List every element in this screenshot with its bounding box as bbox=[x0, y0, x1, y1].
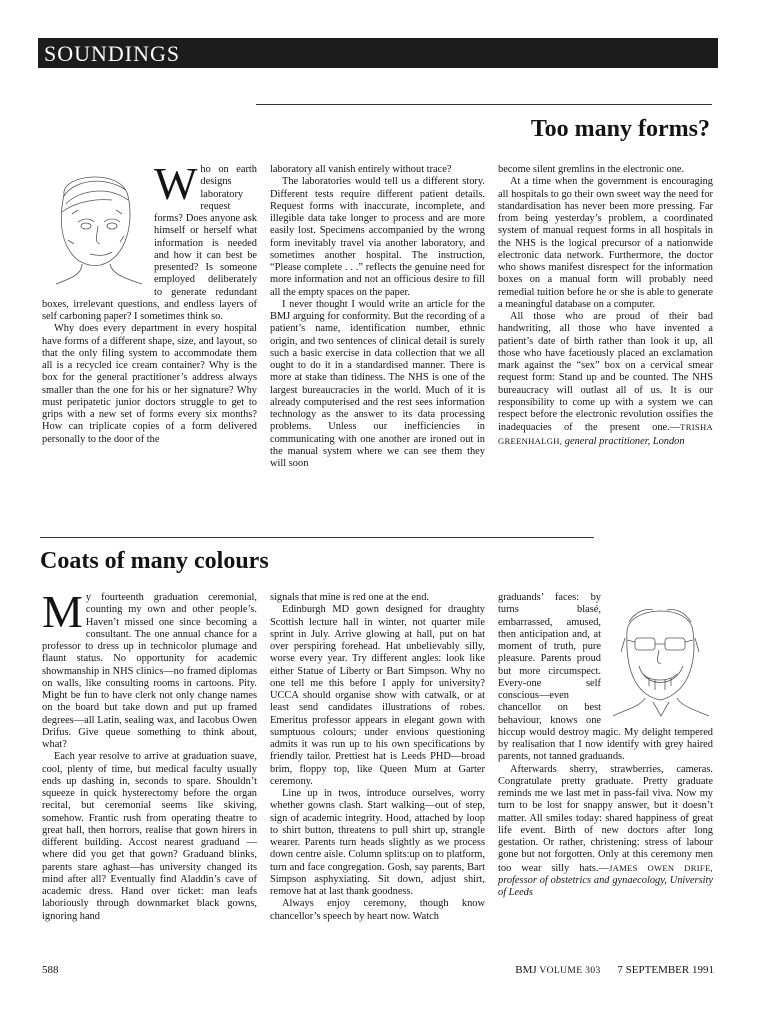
paragraph: The laboratories would tell us a different story. Different tests require different patient details. Request forms with inaccurate, incomplete, and illegible data take longer to process and are more easily lost. Specimens accompanied by the wrong form inevitably travel via another laboratory, and sometimes another hospital. The instruction, “Please complete . . .” reflects the genuine need for more information and not an officious desire to fill all the empty spaces on the paper. bbox=[270, 176, 485, 298]
page-number: 588 bbox=[42, 964, 59, 976]
journal-volume: VOLUME 303 bbox=[539, 966, 601, 976]
paragraph: Edinburgh MD gown designed for draughty Scottish lecture hall in winter, not quarter mile sprint in July. Arrive glowing at hall, put on hat over perspiring forehead. Hat unbelievably silly, worse every year. Try different angles: look like either Statue of Liberty or Bart Simpson. Why no one tell me this before I apply for university? UCCA should organise show with catwalk, or at least send candidates illustrations of robes. Emeritus professor appears in elegant gown with sumptuous colours; under envious questioning admits it was run up to his own specifications by friendly tailor. Prettiest hat is Leeds PHD—broad brim, floppy top, like Queen Mum at Garter ceremony. bbox=[270, 604, 485, 787]
author-portrait bbox=[605, 592, 713, 718]
paragraph: Line up in twos, introduce ourselves, worry whether gowns clash. Start walking—out of step, sign of academic integrity. Hood, attached by loop to shirt button, threatens to pull shirt up, strangle wearer. Parents turn heads slightly as we process down centre aisle. Column splits:up on to platform, turn and face congregation. Gosh, say parents, Bart Simpson asphyxiating. Sit down, adjust shirt, remove hat at last thank goodness. bbox=[270, 788, 485, 897]
article1-column-2 bbox=[270, 164, 485, 470]
paragraph: At a time when the government is encouraging all hospitals to go their own sweet way the need for standardisation has never been more pressing. Far from being yesterday’s problem, a coordinated system of manual request forms in all hospitals in the NHS is the logical precursor of a nationwide electronic data network. Furthermore, the doctor who shows manifest disrespect for the information boxes on a manual form will probably need remedial tuition before he or she is able to generate a meaningful database on a computer. bbox=[498, 176, 713, 310]
paragraph: ho on earth designs laboratory request forms? Does anyone ask himself or herself what information is needed and how it can best be presented? Is someone employed deliberately to generate redundant boxes, irrelevant questions, and endless layers of self carboning paper? I sometimes think so. bbox=[42, 164, 257, 322]
paragraph: signals that mine is red one at the end. bbox=[270, 592, 429, 603]
journal-info bbox=[515, 964, 714, 976]
article1-title: Too many forms? bbox=[530, 116, 710, 142]
author-role: professor of obstetrics and gynaecology, University of Leeds bbox=[498, 874, 713, 898]
paragraph: become silent gremlins in the electronic one. bbox=[498, 164, 685, 175]
article2-title: Coats of many colours bbox=[40, 548, 269, 574]
article2-column-3: graduands’ faces: by turns blasé, embarrassed, amused, then anticipation and, at moment of truth, pure pleasure. Parents proud but more circumspect. Every-one self conscious—even chancellor on best behaviour, knows one hiccup would destroy magic. My delight tempered by realisation that I now identify with grey haired parents, not tanned graduands. Afterwards sherry, strawberries, cameras. Congratulate pretty graduate. Pretty graduate reminds me we last met in pass-fail viva. Now my turn to be lost for snappy answer, but it doesn’t matter. All smiles today: shared happiness of great life event. Birth of new doctors after long gestation. Or rather, christening: stress of labour gone but not forgotten. Only at this ceremony men too wear silly hats.—JAMES OWEN DRIFE, professor of obstetrics and gynaecology, University of Leeds bbox=[498, 592, 713, 898]
paragraph: I never thought I would write an article for the BMJ arguing for conformity. But the recording of a patient’s name, identification number, ethnic origin, and two sentences of clinical detail is surely such a basic exercise in data collection that we all ought to do it in a standardised manner. There is more at stake than tidiness. The NHS is one of the largest bureaucracies in the world. Much of it is already computerised and the rest sees information technology as the answer to its data processing problems. Unless our inefficiencies in communicating with one another are ironed out in the manual system where we can see them they will soon bbox=[270, 298, 485, 469]
author-portrait bbox=[42, 164, 148, 286]
section-banner bbox=[38, 38, 718, 68]
section-divider bbox=[40, 537, 594, 538]
top-rule bbox=[256, 104, 712, 105]
paragraph: laboratory all vanish entirely without trace? bbox=[270, 164, 452, 175]
article1-column-3: become silent gremlins in the electronic one. At a time when the government is encouraging all hospitals to go their own sweet way the need for standardisation has never been more pressing. Far from being yesterday’s problem, a coordinated system of manual request forms in all hospitals in the NHS is the logical precursor of a nationwide electronic data network. Furthermore, the doctor who shows manifest disrespect for the information boxes on a manual form will probably need remedial tuition before he or she is able to generate a meaningful database on a computer. All those who are proud of their bad handwriting, all those who have invented a patient’s date of birth rather than look it up, all those who have facetiously placed an exclamation mark against the “sex” box on a cervical smear request form: Stand up and be counted. The NHS bureaucracy will outlast all of us. It is our responsibility to come up with a system we can respect before the electronic revolution ossifies the inadequacies of the present one.—TRISHA GREENHALGH, general practitioner, London bbox=[498, 164, 713, 447]
journal-name: BMJ bbox=[515, 964, 537, 976]
dropcap: W bbox=[154, 158, 198, 209]
author-name: TRISHA GREENHALGH, bbox=[498, 422, 713, 446]
article2-column-1 bbox=[42, 586, 257, 923]
paragraph: Afterwards sherry, strawberries, cameras. Congratulate pretty graduate. Pretty graduate reminds me we last met in pass-fail viva. Now my turn to be lost for snappy answer, but it doesn’t matter. All smiles today: shared happiness of great life event. Birth of new doctors after long gestation. Or rather, christening: stress of labour gone but not forgotten. Only at this ceremony men too wear silly hats. bbox=[498, 763, 713, 874]
section-title: SOUNDINGS bbox=[44, 41, 181, 66]
paragraph: y fourteenth graduation ceremonial, counting my own and other people’s. Haven’t missed one since becoming a consultant. The one annual chance for a professor to dress up in technicolor plumage and flaunt status. No opportunity for academic showmanship in NHS clinics—no framed diplomas on walls, like consulting rooms in cartoons. Pity. Might be fun to have clerk not only change names on the board but take down and put up framed degrees—all Latin, sealing wax, and Iacobus Owen Drifus. Give queue something to think about, what? bbox=[42, 592, 257, 750]
paragraph: Always enjoy ceremony, though know chancellor’s speech by heart now. Watch bbox=[270, 898, 485, 922]
author-name: JAMES OWEN DRIFE, bbox=[608, 862, 713, 873]
author-role: general practitioner, London bbox=[564, 435, 685, 447]
dropcap: M bbox=[42, 586, 83, 637]
paragraph: graduands’ faces: by turns blasé, embarrassed, amused, then anticipation and, at moment of truth, pure pleasure. Parents proud but more circumspect. Every-one self conscious—even chancellor on best behaviour, knows one hiccup would destroy magic. My delight tempered by realisation that I now identify with grey haired parents, not tanned graduands. bbox=[498, 592, 713, 763]
paragraph: Why does every department in every hospital have forms of a different shape, size, and layout, so that the only filing system to accommodate them all is a recycled ice cream container? Why is the box for the general practitioner’s address always smaller than the one for his or her signature? Why must peripatetic junior doctors struggle to get to grips with a new set of forms every six months? How can triplicate copies of a form delivered personally to the door of the bbox=[42, 323, 257, 445]
article1-column-1 bbox=[42, 158, 257, 446]
journal-date: 7 SEPTEMBER 1991 bbox=[617, 964, 714, 976]
paragraph: All those who are proud of their bad handwriting, all those who have invented a patient’s date of birth rather than look it up, all those who have facetiously placed an exclamation mark against the “sex” box on a cervical smear request form: Stand up and be counted. The NHS bureaucracy will outlast all of us. It is our responsibility to come up with a system we can respect before the electronic revolution ossifies the inadequacies of the present one. bbox=[498, 311, 713, 434]
paragraph: Each year resolve to arrive at graduation suave, cool, plenty of time, but medical faculty usually ends up dashing in, seconds to spare. Shouldn’t squeeze in quick hysterectomy before the organ recital, but ceremonial seems like skiving, somehow. Frantic rush from operating theatre to great hall, then horrors, realise that gown hirers in different building. Accost nearest graduand —where did you get that gown? Graduand blinks, parents stare aghast—has university changed its mind after all? Eventually find Aladdin’s cave of academic dress. Hand over ticket: man leafs laboriously through downmarket black gowns, ignoring hand bbox=[42, 751, 257, 922]
article2-column-2 bbox=[270, 592, 485, 923]
